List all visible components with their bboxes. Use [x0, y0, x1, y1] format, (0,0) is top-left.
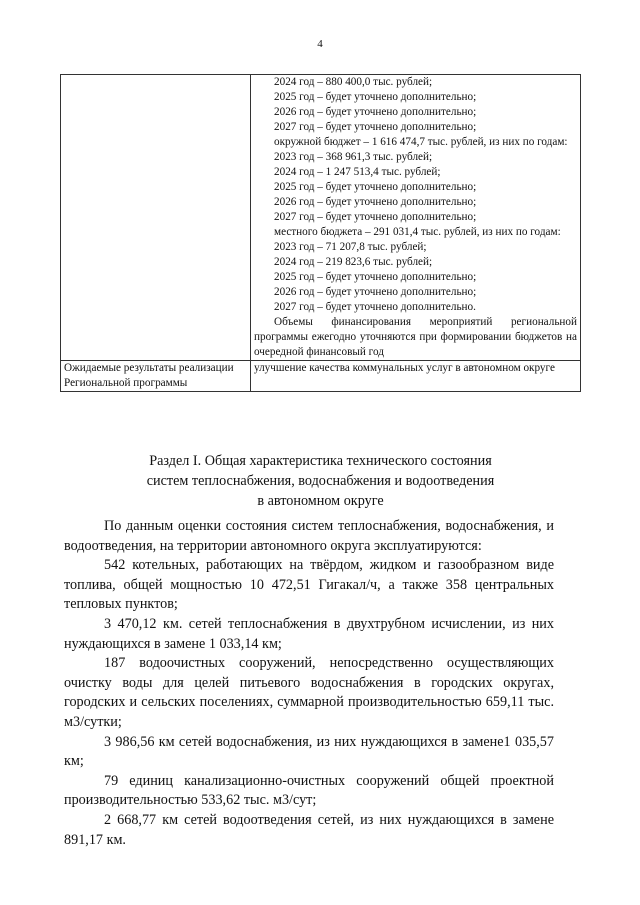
program-passport-table	[60, 74, 581, 392]
expected-results-label: Ожидаемые результаты реализации Региональной программы	[61, 361, 251, 392]
financing-line: 2024 год – 880 400,0 тыс. рублей;	[274, 76, 433, 88]
financing-line: 2024 год – 219 823,6 тыс. рублей;	[274, 256, 433, 268]
section-body	[64, 517, 554, 850]
section-title-line: систем теплоснабжения, водоснабжения и водоотведения	[146, 473, 495, 489]
okrug-budget-text: окружной бюджет – 1 616 474,7 тыс. рублей, из них по годам:	[274, 136, 568, 148]
financing-line: 2024 год – 1 247 513,4 тыс. рублей;	[274, 166, 441, 178]
financing-line: 2026 год – будет уточнено дополнительно;	[274, 196, 477, 208]
body-paragraph: 3 470,12 км. сетей теплоснабжения в двухтрубном исчислении, из них нуждающихся в замене 1 033,14 км;	[64, 615, 554, 652]
section-title-line: Раздел I. Общая характеристика технического состояния	[149, 453, 492, 469]
section-title-line: в автономном округе	[257, 493, 384, 509]
body-paragraph: 79 единиц канализационно-очистных сооружений общей проектной производительностью 533,62 тыс. м3/сут;	[64, 772, 554, 809]
financing-line: 2023 год – 71 207,8 тыс. рублей;	[274, 241, 427, 253]
financing-line: 2023 год – 368 961,3 тыс. рублей;	[274, 151, 433, 163]
financing-line: 2025 год – будет уточнено дополнительно;	[274, 271, 477, 283]
body-paragraph: 187 водоочистных сооружений, непосредственно осуществляющих очистку воды для целей питьевого водоснабжения в городских округах, городских и сельских поселениях, суммарной производительностью 659,11 тыс. м3/сутки;	[64, 655, 554, 730]
financing-line: 2027 год – будет уточнено дополнительно;	[274, 121, 477, 133]
local-budget-text: местного бюджета – 291 031,4 тыс. рублей, из них по годам:	[274, 226, 561, 238]
table-cell-empty	[61, 75, 251, 361]
financing-line: 2027 год – будет уточнено дополнительно.	[274, 301, 476, 313]
body-paragraph: 2 668,77 км сетей водоотведения сетей, из них нуждающихся в замене 891,17 км.	[64, 811, 554, 848]
section-title	[60, 451, 581, 511]
financing-line: 2027 год – будет уточнено дополнительно;	[274, 211, 477, 223]
page-number: 4	[317, 38, 323, 50]
financing-cell	[251, 75, 581, 361]
financing-line: 2026 год – будет уточнено дополнительно;	[274, 106, 477, 118]
expected-results-value: улучшение качества коммунальных услуг в автономном округе	[251, 361, 581, 392]
body-paragraph: 542 котельных, работающих на твёрдом, жидком и газообразном виде топлива, общей мощностью 10 472,51 Гигакал/ч, а также 358 центральных тепловых пунктов;	[64, 557, 554, 613]
financing-line: 2025 год – будет уточнено дополнительно;	[274, 181, 477, 193]
financing-line: 2025 год – будет уточнено дополнительно;	[274, 91, 477, 103]
body-paragraph: 3 986,56 км сетей водоснабжения, из них нуждающихся в замене1 035,57 км;	[64, 733, 554, 770]
table-row	[61, 75, 581, 361]
table-row	[61, 361, 581, 392]
financing-note: Объемы финансирования мероприятий региональной программы ежегодно уточняются при формировании бюджетов на очередной финансовый год	[254, 316, 577, 358]
body-paragraph: По данным оценки состояния систем теплоснабжения, водоснабжения, и водоотведения, на территории автономного округа эксплуатируются:	[64, 518, 554, 554]
financing-line: 2026 год – будет уточнено дополнительно;	[274, 286, 477, 298]
